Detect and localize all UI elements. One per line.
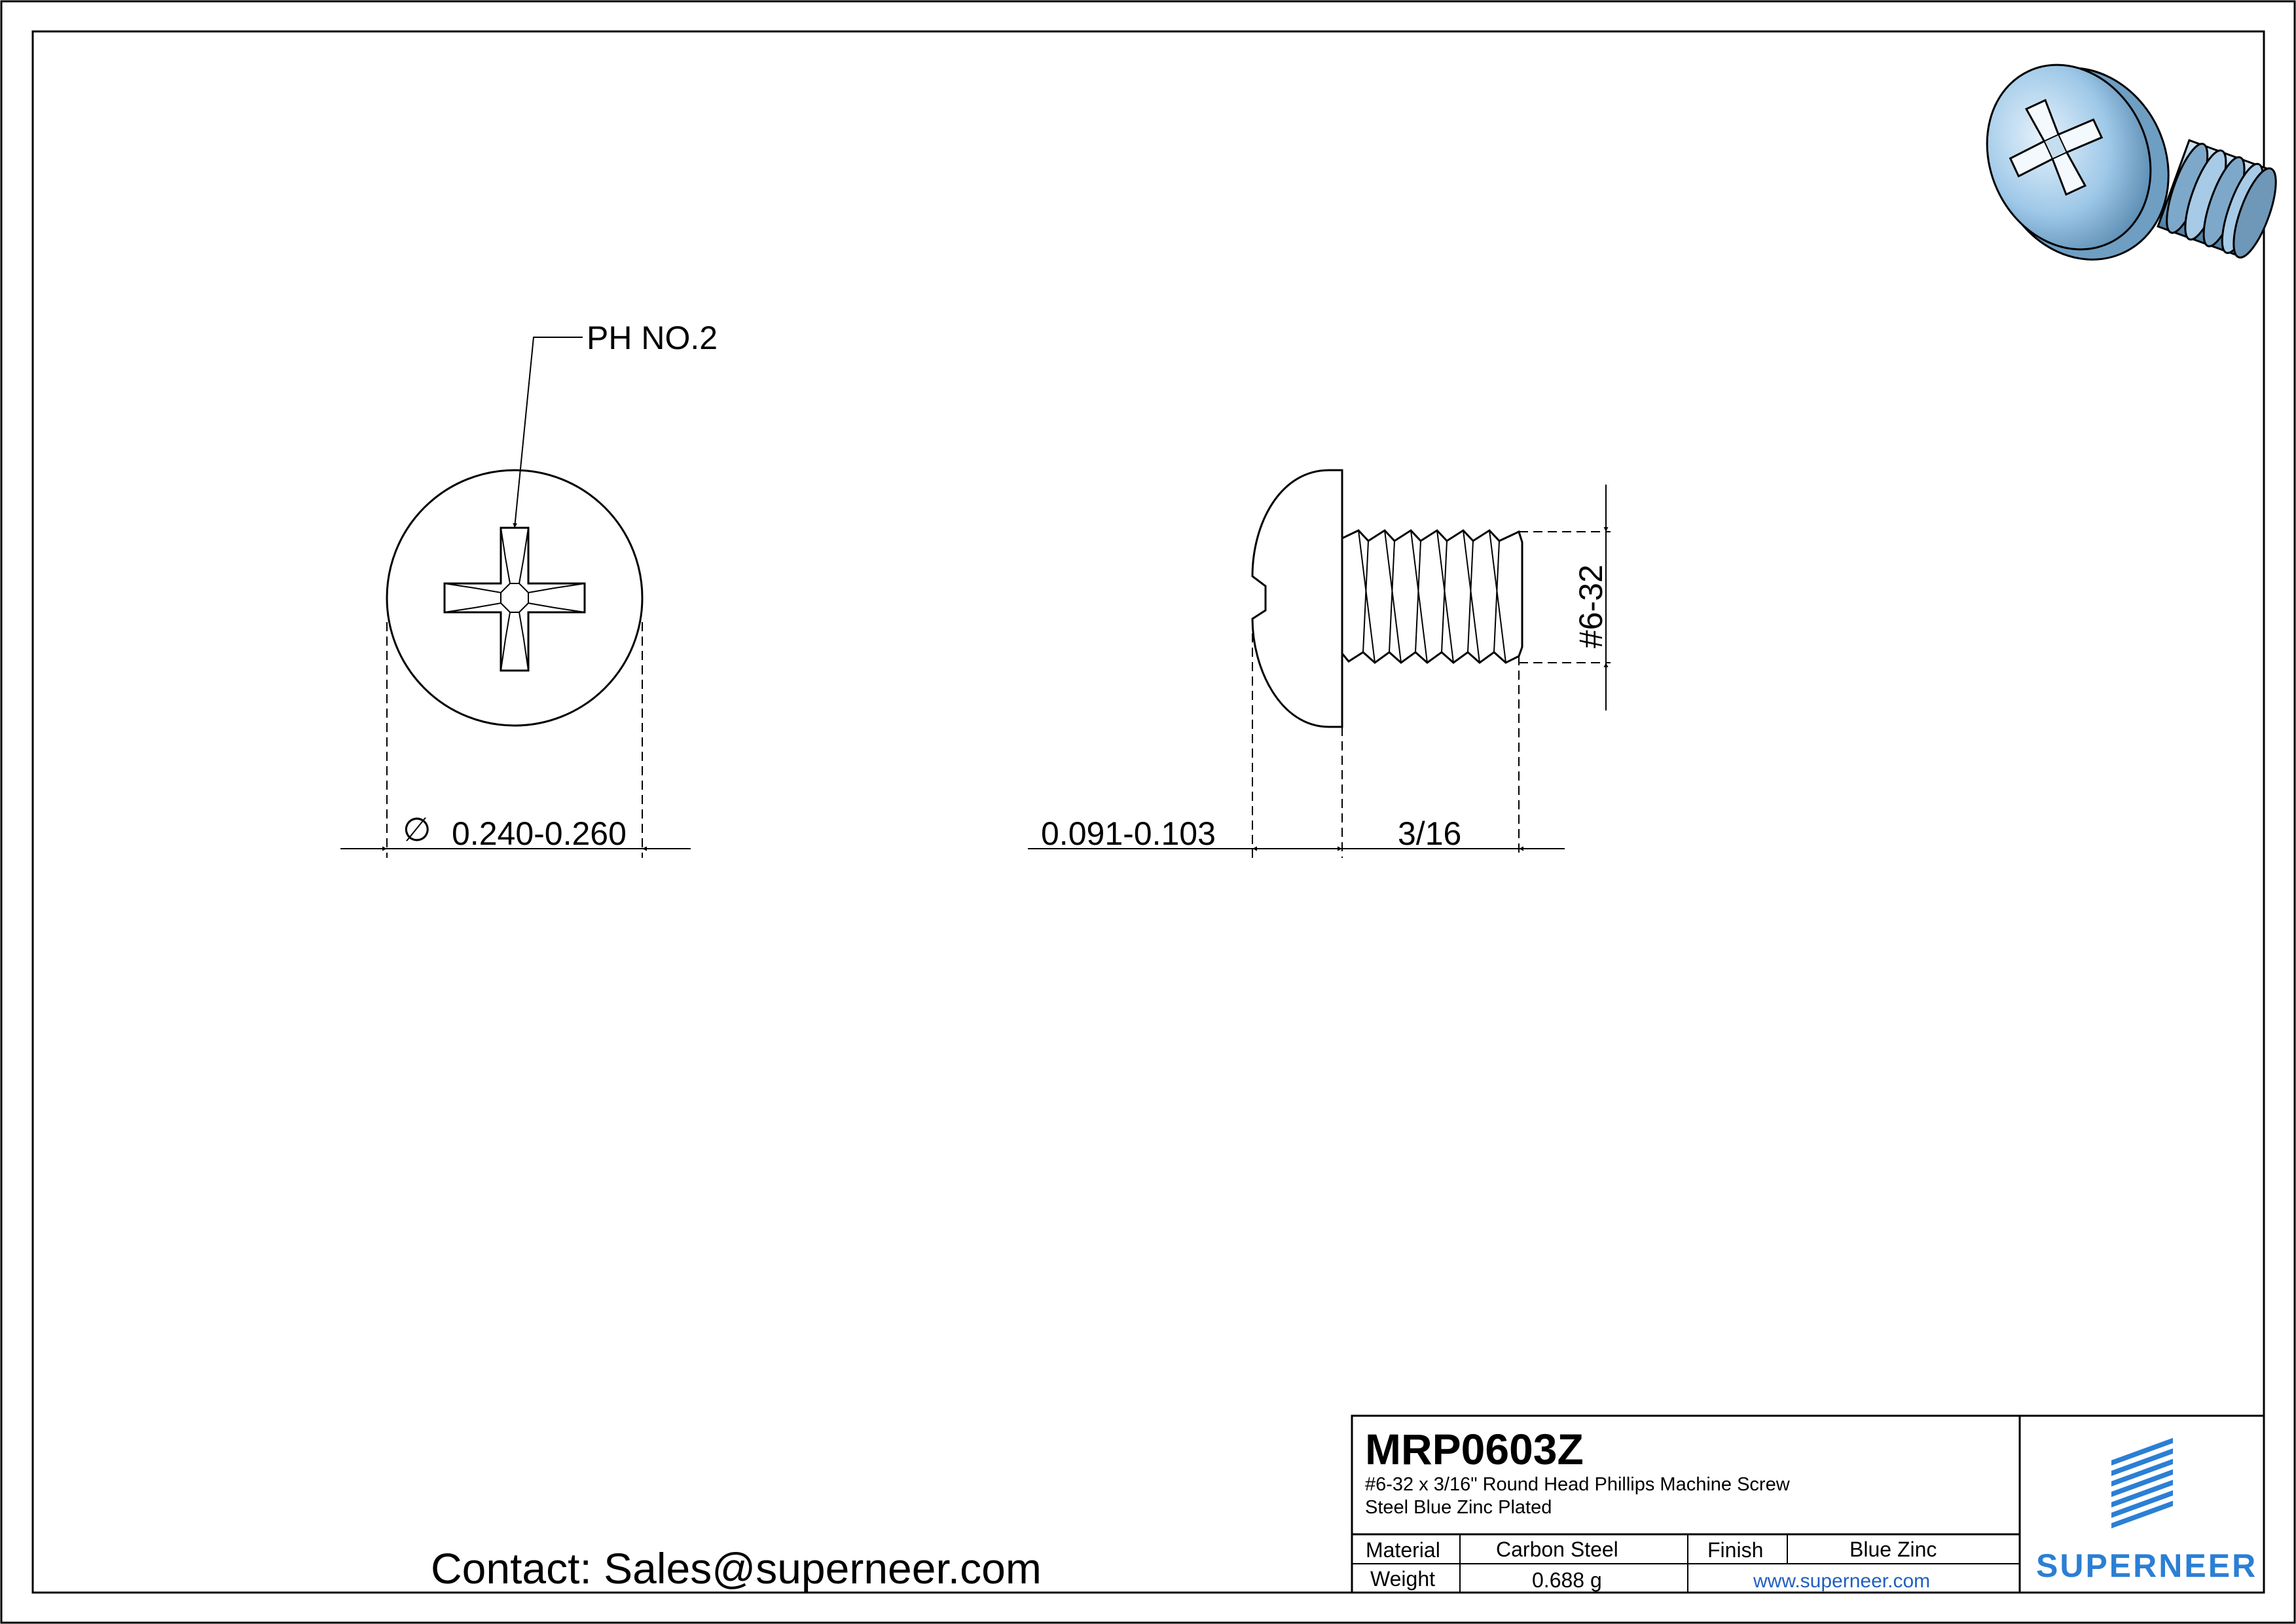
finish-value: Blue Zinc xyxy=(1850,1538,1937,1561)
material-value: Carbon Steel xyxy=(1496,1538,1618,1561)
contact-line: Contact: Sales@superneer.com xyxy=(431,1544,1042,1593)
thread-body xyxy=(1342,530,1522,663)
part-number: MRP0603Z xyxy=(1365,1425,1584,1473)
drive-label: PH NO.2 xyxy=(587,320,718,356)
screw-3d-icon xyxy=(1958,38,2284,288)
brand-name: SUPERNEER xyxy=(2036,1547,2258,1584)
weight-label: Weight xyxy=(1370,1567,1436,1591)
weight-value: 0.688 g xyxy=(1532,1568,1602,1592)
inner-border xyxy=(33,31,2264,1593)
diameter-symbol: ∅ xyxy=(403,811,431,848)
top-view xyxy=(340,337,691,858)
length-dimension: 3/16 xyxy=(1398,815,1462,852)
thread-dimension: #6-32 xyxy=(1573,564,1609,648)
material-label: Material xyxy=(1366,1538,1440,1562)
head-outline xyxy=(387,470,642,726)
outer-border xyxy=(1,1,2295,1623)
head-diameter-dimension: 0.240-0.260 xyxy=(452,815,627,852)
finish-label: Finish xyxy=(1707,1538,1764,1562)
phillips-recess-icon xyxy=(445,528,585,671)
description-line-2: Steel Blue Zinc Plated xyxy=(1365,1497,1552,1518)
side-view xyxy=(1028,470,1611,858)
description-line-1: #6-32 x 3/16" Round Head Phillips Machine Screw xyxy=(1365,1474,1790,1495)
website-link[interactable]: www.superneer.com xyxy=(1753,1570,1931,1592)
head-height-dimension: 0.091-0.103 xyxy=(1041,815,1216,852)
head-profile xyxy=(1252,470,1342,727)
